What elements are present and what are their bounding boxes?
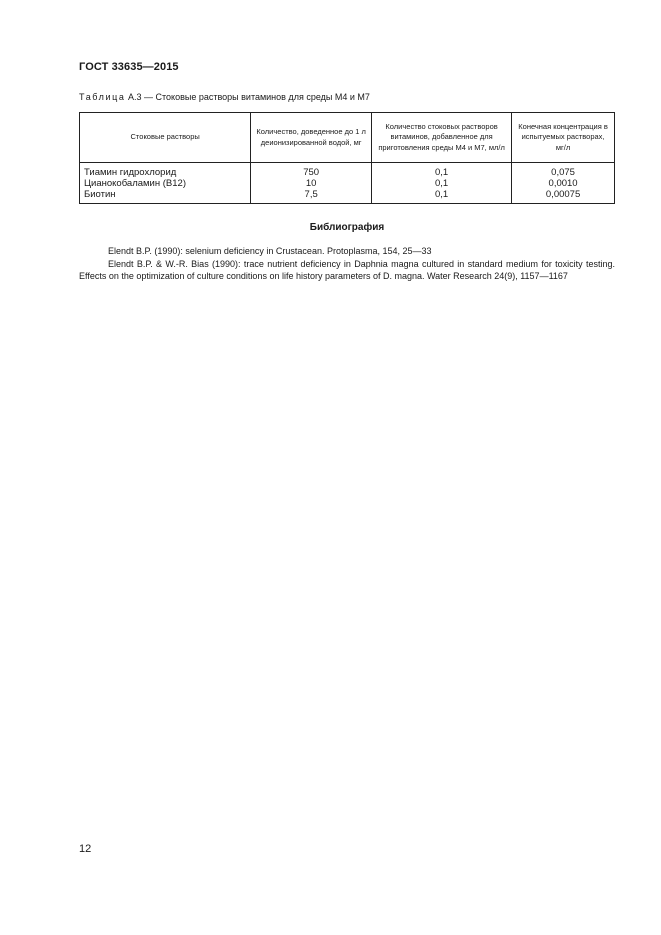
- cell-name: Биотин: [80, 189, 251, 204]
- cell-name: Тиамин гидрохлорид: [80, 163, 251, 179]
- cell-final: 0,0010: [512, 178, 615, 189]
- column-header-stock-solutions: Стоковые растворы: [80, 113, 251, 163]
- bibliography-entry: Elendt B.P. (1990): selenium deficiency in Crustacean. Protoplasma, 154, 25—33: [108, 246, 432, 256]
- table-caption: [79, 92, 370, 102]
- cell-name: Цианокобаламин (В12): [80, 178, 251, 189]
- cell-final: 0,00075: [512, 189, 615, 204]
- cell-amount: 7,5: [251, 189, 372, 204]
- table-caption-title: А.3 — Стоковые растворы витаминов для среды М4 и М7: [125, 92, 370, 102]
- cell-stock: 0,1: [372, 163, 512, 179]
- table-caption-prefix: Таблица: [79, 92, 126, 102]
- page-number: 12: [79, 843, 92, 855]
- table-header-row: [80, 113, 615, 163]
- cell-amount: 10: [251, 178, 372, 189]
- table-row: [80, 178, 615, 189]
- table-row: [80, 163, 615, 179]
- table-row: [80, 189, 615, 204]
- document-header: ГОСТ 33635—2015: [79, 61, 179, 73]
- cell-stock: 0,1: [372, 178, 512, 189]
- column-header-final-concentration: Конечная концентрация в испытуемых растворах, мг/л: [512, 113, 615, 163]
- column-header-stock-volume: Количество стоковых растворов витаминов, добавленное для приготовления среды М4 и М7, мл/л: [372, 113, 512, 163]
- bibliography-title: Библиография: [309, 222, 385, 233]
- column-header-amount: Количество, доведенное до 1 л деионизированной водой, мг: [251, 113, 372, 163]
- cell-amount: 750: [251, 163, 372, 179]
- vitamin-stock-table: [79, 112, 615, 204]
- cell-stock: 0,1: [372, 189, 512, 204]
- cell-final: 0,075: [512, 163, 615, 179]
- bibliography-entry: Elendt B.P. & W.-R. Bias (1990): trace nutrient deficiency in Daphnia magna cultured in standard medium for toxicity testing. Effects on the optimization of culture conditions on life history parameters of D. magna. Water Research 24(9), 1157—1167: [79, 259, 615, 281]
